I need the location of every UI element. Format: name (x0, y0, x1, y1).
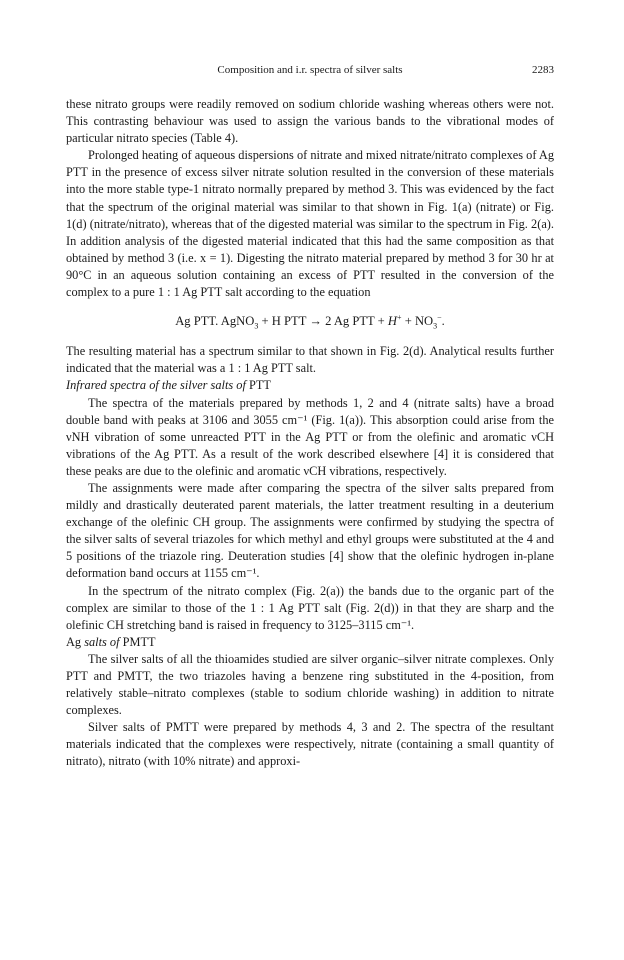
section-heading-infrared (66, 377, 554, 394)
equation-nitrate: + NO (401, 314, 434, 329)
section-heading-ag-salts (66, 634, 554, 651)
article-body (66, 96, 554, 771)
equation-hydrogen-ion: H (387, 314, 398, 329)
equation-end: . (441, 314, 445, 329)
paragraph-4: The spectra of the materials prepared by methods 1, 2 and 4 (nitrate salts) have a broad double band with peaks at 3106 and 3055 cm⁻¹ (Fig. 1(a)). This absorption could arise from the νNH vibration of some unreacted PTT in the Ag PTT or from the olefinic and aromatic νCH vibrations of the Ag PTT. As a result of the work described elsewhere [4] it is considered that these peaks are due to the olefinic and aromatic νCH vibrations, respectively. (66, 395, 554, 478)
paragraph-7: The silver salts of all the thioamides studied are silver organic–silver nitrate complexes. Only PTT and PMTT, the two triazoles having a benzene ring substituted in the 4-position, from relatively stable–nitrato complexes (stable to sodium chloride washing) in addition to nitrate complexes. (66, 651, 554, 718)
equation-middle: + H PTT → 2 Ag PTT + (258, 314, 388, 329)
page-number: 2283 (532, 64, 554, 76)
equation-charge: + (397, 312, 402, 322)
heading-roman: PTT (245, 378, 271, 393)
heading-italic-2: salts of (84, 634, 120, 649)
equation-nitrate-charge: − (437, 312, 442, 322)
paragraph-3: The resulting material has a spectrum similar to that shown in Fig. 2(d). Analytical results further indicated that the material was a 1 : 1 Ag PTT salt. (66, 344, 554, 376)
paragraph-2: Prolonged heating of aqueous dispersions of nitrate and mixed nitrate/nitrato complexes of Ag PTT in the presence of excess silver nitrate solution resulted in the conversion of these materials into the more stable type-1 nitrato normally prepared by method 3. This was evidenced by the fact that the spectrum of the original material was similar to that shown in Fig. 1(a) (nitrate) or Fig. 1(d) (nitrate/nitrato), whereas that of the digested material was similar to the spectrum in Fig. 2(a). In addition analysis of the digested material indicated that this had the same composition as that obtained by method 3 (i.e. x = 1). Digesting the nitrato material prepared by method 3 for 30 hr at 90°C in an aqueous solution containing an excess of PTT resulted in the conversion of the complex to a pure 1 : 1 Ag PTT salt according to the equation (66, 148, 554, 300)
equation-nitrate-subscript: 3 (433, 321, 438, 331)
paragraph-1: these nitrato groups were readily removed on sodium chloride washing whereas others were not. This contrasting behaviour was used to assign the various bands to the vibrational modes of particular nitrato species (Table 4). (66, 97, 554, 146)
equation-subscript: 3 (254, 321, 259, 331)
equation-lhs: Ag PTT. AgNO (175, 314, 255, 329)
reaction-equation (66, 313, 554, 330)
paragraph-8: Silver salts of PMTT were prepared by methods 4, 3 and 2. The spectra of the resultant materials indicated that the complexes were respectively, nitrate (containing a small quantity of nitrato), nitrato (with 10% nitrate) and approxi- (66, 720, 554, 769)
heading-roman-a: Ag (66, 634, 85, 649)
paragraph-6: In the spectrum of the nitrato complex (Fig. 2(a)) the bands due to the organic part of the complex are similar to those of the 1 : 1 Ag PTT salt (Fig. 2(d)) in that they are sharp and the olefinic CH stretching band is raised in frequency to 3125–3115 cm⁻¹. (66, 583, 554, 632)
heading-roman-b: PMTT (119, 634, 156, 649)
running-title: Composition and i.r. spectra of silver salts (217, 64, 403, 76)
paragraph-5: The assignments were made after comparing the spectra of the silver salts prepared from mildly and drastically deuterated parent materials, the latter treatment resulting in a deuterium exchange of the olefinic CH group. The assignments were confirmed by studying the spectra of the silver salts of several triazoles for which methyl and ethyl groups were substituted at the 4 and 5 positions of the triazole ring. Deuteration studies [4] show that the olefinic hydrogen in-plane deformation band occurs at 1155 cm⁻¹. (66, 480, 554, 581)
running-head (66, 64, 554, 80)
heading-italic: Infrared spectra of the silver salts of (66, 378, 246, 393)
